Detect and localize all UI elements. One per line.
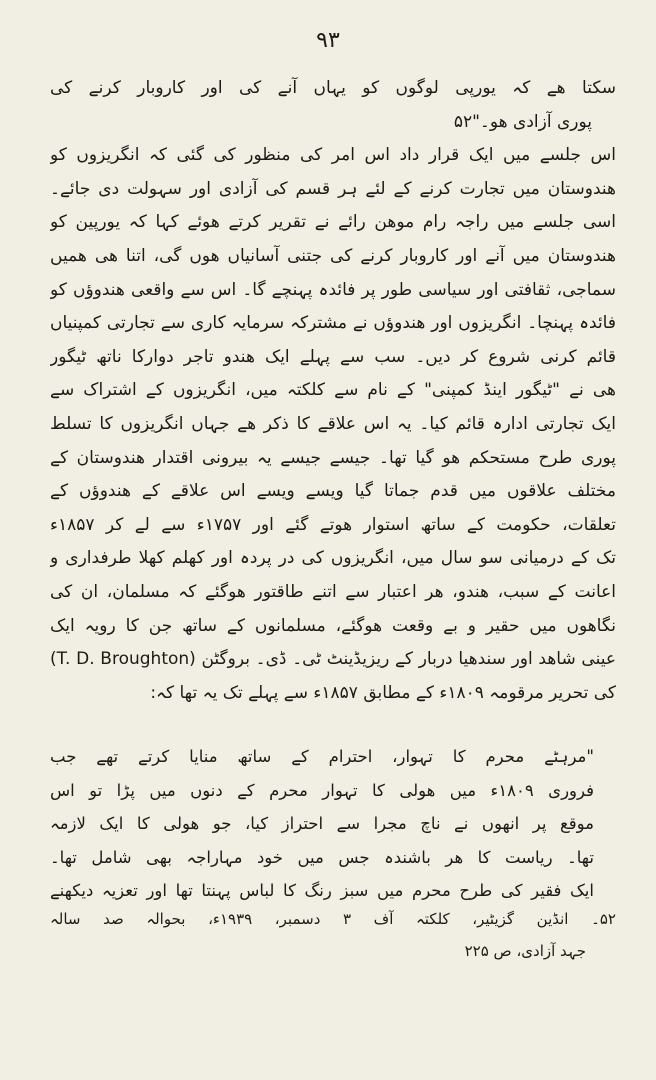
body-line: تعلقات، حکومت کے ساتھ استوار ھوتے گئے اور ۱۷۵۷ء سے لے کر ۱۸۵۷ء	[50, 514, 616, 535]
body-line: پوری طرح مستحکم ھو گیا تھا۔ جیسے جیسے یہ بیرونی اقتدار ھندوستان کے	[50, 447, 616, 468]
body-line: ھندوستان میں تجارت کرنے کے لئے ہر قسم کی آزادی اور سہولت دی جائے۔	[50, 178, 616, 199]
body-line: مختلف علاقوں میں قدم جماتا گیا ویسے ویسے اس علاقے کے ھندوؤں کے	[50, 481, 616, 502]
body-line: ھی نے "ٹیگور اینڈ کمپنی" کے نام سے کلکتہ میں، انگریزوں کے اشتراک سے	[50, 380, 616, 401]
page-number: ۹۳	[316, 28, 340, 53]
body-line: پوری آزادی ھو۔"۵۲	[453, 111, 592, 132]
quote-line: تھا۔ ریاست کا ھر باشندہ جس میں خود مہاراجہ بھی شامل تھا۔	[50, 847, 594, 867]
body-line: قائم کرنی شروع کر دیں۔ سب سے پہلے ایک ھندو تاجر دوارکا ناتھ ٹیگور	[50, 346, 616, 367]
body-line: فائدہ پہنچا۔ انگریزوں اور ھندوؤں نے مشترکہ سرمایہ کاری سے تجارتی کمپنیاں	[50, 313, 616, 334]
body-line: ایک تجارتی ادارہ قائم کیا۔ یہ اس علاقے کا ذکر ھے جہاں انگریزوں کا تسلط	[50, 413, 616, 434]
body-line: عینی شاھد اور سندھیا دربار کے ریزیڈینٹ ٹی۔ ڈی۔ بروگٹن (T. D. Broughton)	[50, 649, 616, 670]
body-line: سماجی، ثقافتی اور سیاسی طور پر فائدہ پہنچے گا۔ اس سے واقعی ھندوؤں کو	[50, 279, 616, 300]
quote-line: فروری ۱۸۰۹ء میں ھولی کا تہوار محرم کے دنوں میں پڑا تو اس	[50, 780, 594, 800]
body-line: نگاھوں میں حقیر و بے وقعت ھوگئے، مسلمانوں کے ساتھ جن کا رویہ ایک	[50, 615, 616, 636]
body-line: اسی جلسے میں راجہ رام موھن رائے نے تقریر کرتے ھوئے کہا کہ یورپین کو	[50, 212, 616, 233]
block-quote	[50, 740, 594, 908]
quote-line: ایک فقیر کی طرح محرم میں سبز رنگ کا لباس پہنتا تھا اور تعزیہ دیکھنے	[50, 881, 594, 901]
body-line: سکتا ھے کہ یورپی لوگوں کو یہاں آنے کی اور کاروبار کرنے کی	[50, 78, 616, 98]
footnote-line: جہد آزادی، ص ۲۲۵	[464, 942, 586, 960]
body-line: اعانت کے سبب، ھندو، ھر اعتبار سے اتنے طاقتور ھوگئے کہ مسلمان، ان کی	[50, 581, 616, 602]
quote-line: موقع پر انھوں نے ناچ مجرا سے احتراز کیا، جو ھولی کا ایک لازمہ	[50, 814, 594, 834]
footnote-line: ۵۲۔ انڈین گزیٹیر، کلکتہ آف ۳ دسمبر، ۱۹۳۹ء، بحوالہ صد سالہ	[50, 910, 616, 928]
quote-line: "مرہٹے محرم کا تہوار، احترام کے ساتھ منایا کرتے تھے جب	[50, 747, 594, 766]
body-line: کی تحریر مرقومہ ۱۸۰۹ء کے مطابق ۱۸۵۷ء سے پہلے تک یہ تھا کہ:	[150, 682, 616, 703]
footnotes	[50, 903, 616, 967]
body-line: تک کے درمیانی سو سال میں، انگریزوں کی در پردہ اور کھلم کھلا طرفداری و	[50, 548, 616, 569]
body-text	[50, 72, 616, 710]
body-line: اس جلسے میں ایک قرار داد اس امر کی منظور کی گئی کہ انگریزوں کو	[50, 145, 616, 166]
body-line: ھندوستان میں آنے اور کاروبار کرنے کی جتنی آسانیاں ھوں گی، اتنا ھی ھمیں	[50, 245, 616, 266]
